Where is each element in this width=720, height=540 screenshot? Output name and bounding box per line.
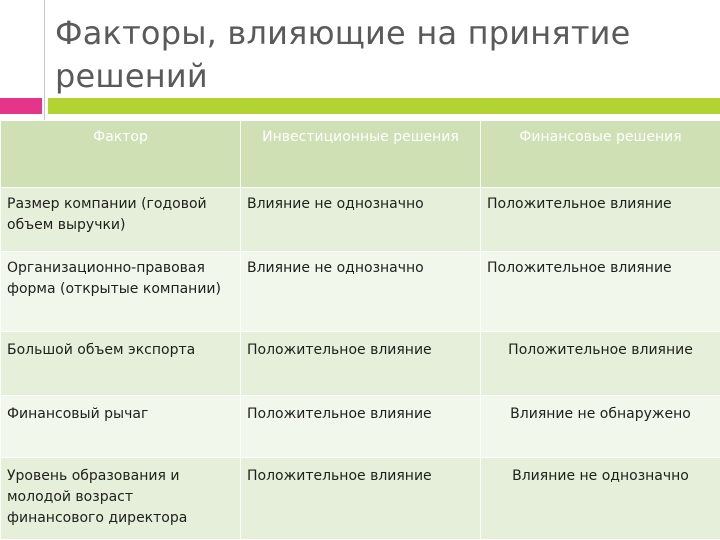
- column-header-investment: Инвестиционные решения: [241, 121, 481, 188]
- financial-cell: Влияние не однозначно: [481, 458, 720, 540]
- table-header-row: [1, 121, 720, 188]
- factor-cell: Уровень образования и молодой возраст финансового директора: [1, 458, 241, 540]
- investment-cell: Положительное влияние: [241, 396, 481, 458]
- table-row: [1, 252, 720, 332]
- accent-bar-green: [48, 98, 720, 114]
- slide-title: Факторы, влияющие на принятие решений: [55, 14, 631, 95]
- factor-cell: Большой объем экспорта: [1, 332, 241, 396]
- table-row: [1, 332, 720, 396]
- table-row: [1, 458, 720, 540]
- investment-cell: Влияние не однозначно: [241, 188, 481, 252]
- factors-table: [0, 120, 720, 540]
- financial-cell: Положительное влияние: [481, 252, 720, 332]
- column-header-factor: Фактор: [1, 121, 241, 188]
- table-row: [1, 396, 720, 458]
- factor-cell: Размер компании (годовой объем выручки): [1, 188, 241, 252]
- financial-cell: Положительное влияние: [481, 188, 720, 252]
- financial-cell: Влияние не обнаружено: [481, 396, 720, 458]
- investment-cell: Влияние не однозначно: [241, 252, 481, 332]
- column-header-financial: Финансовые решения: [481, 121, 720, 188]
- financial-cell: Положительное влияние: [481, 332, 720, 396]
- table-row: [1, 188, 720, 252]
- investment-cell: Положительное влияние: [241, 458, 481, 540]
- accent-bar-pink: [0, 98, 42, 114]
- factor-cell: Организационно-правовая форма (открытые компании): [1, 252, 241, 332]
- factor-cell: Финансовый рычаг: [1, 396, 241, 458]
- title-divider-line: [44, 0, 45, 122]
- investment-cell: Положительное влияние: [241, 332, 481, 396]
